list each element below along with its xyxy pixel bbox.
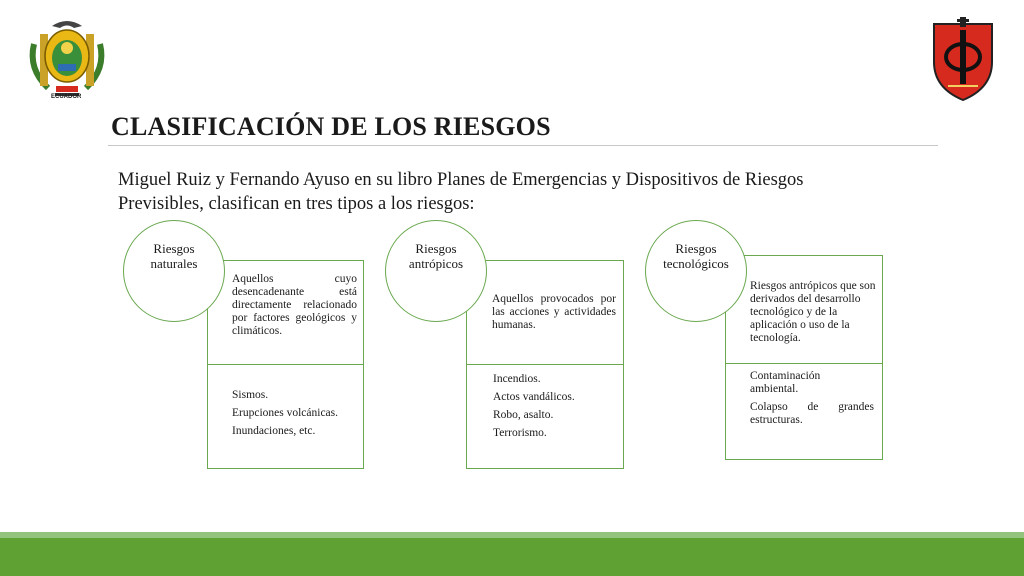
list-item: Sismos.: [232, 389, 269, 401]
list-item: Incendios.: [493, 373, 541, 385]
list-item: Inundaciones, etc.: [232, 425, 316, 437]
ecuador-coat-of-arms-logo: [22, 14, 112, 104]
antropicos-examples-box: [466, 364, 624, 469]
tecnologicos-examples-box: [725, 363, 883, 460]
list-item: Erupciones volcánicas.: [232, 407, 339, 419]
list-item: Robo, asalto.: [493, 409, 554, 421]
naturales-description-box: [207, 260, 364, 366]
tecnologicos-title: Riesgos tecnológicos: [663, 241, 729, 271]
list-item: Terrorismo.: [493, 427, 547, 439]
antropicos-title: Riesgos antrópicos: [408, 241, 464, 271]
logo-caption: ECUADOR: [51, 94, 82, 100]
tecnologicos-description: Riesgos antrópicos que son derivados del desarrollo tecnológico y de la aplicación o uso de la tecnología.: [750, 280, 876, 344]
antropicos-description-box: [466, 260, 624, 366]
naturales-examples-box: [207, 364, 364, 469]
naturales-title: Riesgos naturales: [150, 241, 198, 271]
naturales-circle: [123, 220, 225, 322]
page-title: CLASIFICACIÓN DE LOS RIESGOS: [111, 112, 551, 141]
intro-paragraph: Miguel Ruiz y Fernando Ayuso en su libro Planes de Emergencias y Dispositivos de Riesgos Previsibles, clasifican en tres tipos a los riesgos:: [118, 170, 804, 214]
tecnologicos-description-box: [725, 255, 883, 365]
list-item: Actos vandálicos.: [493, 391, 575, 403]
antropicos-circle: [385, 220, 487, 322]
footer-bar: [0, 538, 1024, 576]
list-item: Contaminación ambiental.: [750, 370, 821, 395]
antropicos-description: Aquellos provocados por las acciones y actividades humanas.: [492, 293, 616, 331]
title-divider: [108, 145, 938, 146]
tecnologicos-circle: [645, 220, 747, 322]
list-item: Colapso de grandes estructuras.: [750, 401, 874, 426]
institution-shield-logo: [928, 16, 998, 102]
naturales-description: Aquellos cuyo desencadenante está directamente relacionado por factores geológicos y climáticos.: [232, 273, 357, 337]
